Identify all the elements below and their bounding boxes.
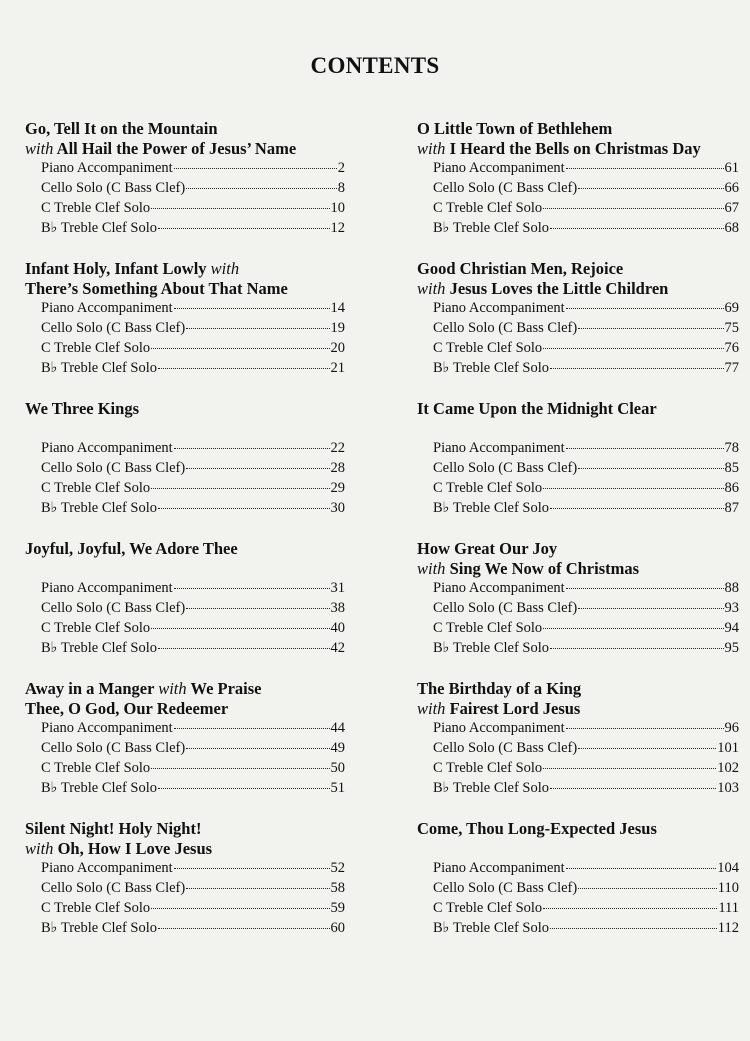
dot-leader	[566, 728, 724, 729]
entry-page-number: 60	[330, 919, 345, 936]
section-title	[417, 259, 739, 299]
entry-label: Piano Accompaniment	[433, 440, 565, 456]
toc-entry[interactable]	[41, 879, 345, 899]
title-text: Come, Thou Long-Expected Jesus	[417, 819, 657, 838]
title-text: There’s Something About That Name	[25, 279, 288, 298]
toc-entry[interactable]	[433, 739, 739, 759]
dot-leader	[566, 168, 724, 169]
entry-label: Piano Accompaniment	[433, 160, 565, 176]
entry-page-number: 29	[330, 479, 345, 496]
entry-page-number: 93	[724, 599, 739, 616]
toc-section	[417, 679, 739, 819]
toc-entry[interactable]	[433, 219, 739, 239]
dot-leader	[186, 888, 329, 889]
title-connector-with: with	[417, 139, 446, 158]
entry-label: Cello Solo (C Bass Clef)	[41, 459, 186, 476]
entry-page-number: 101	[717, 739, 739, 756]
dot-leader	[550, 648, 723, 649]
toc-section	[417, 539, 739, 679]
title-connector-with: with	[417, 559, 446, 578]
entry-page-number: 12	[330, 219, 345, 236]
dot-leader	[543, 208, 723, 209]
dot-leader	[174, 588, 330, 589]
toc-entry[interactable]	[41, 919, 345, 939]
entry-label: B♭ Treble Clef Solo	[433, 779, 550, 796]
entry-page-number: 94	[724, 619, 739, 636]
toc-entry[interactable]	[41, 779, 345, 799]
title-text: Good Christian Men, Rejoice	[417, 259, 624, 278]
toc-entry[interactable]	[433, 479, 739, 499]
entry-page-number: 21	[330, 359, 345, 376]
entry-page-number: 67	[724, 199, 739, 216]
toc-entry[interactable]	[433, 599, 739, 619]
toc-section	[25, 679, 345, 819]
toc-entry[interactable]	[433, 459, 739, 479]
entry-label: Piano Accompaniment	[41, 300, 173, 316]
entry-page-number: 85	[724, 459, 739, 476]
title-text: Infant Holy, Infant Lowly	[25, 259, 211, 278]
title-connector-with: with	[417, 699, 446, 718]
entry-label: C Treble Clef Solo	[433, 339, 543, 356]
entry-label: C Treble Clef Solo	[433, 899, 543, 916]
entry-page-number: 69	[724, 300, 739, 316]
entry-label: C Treble Clef Solo	[433, 479, 543, 496]
dot-leader	[158, 648, 329, 649]
toc-entry[interactable]	[41, 739, 345, 759]
entry-label: B♭ Treble Clef Solo	[41, 779, 158, 796]
dot-leader	[151, 348, 329, 349]
title-text: Fairest Lord Jesus	[445, 699, 581, 718]
dot-leader	[186, 608, 329, 609]
toc-entry[interactable]	[433, 179, 739, 199]
section-title	[417, 399, 739, 439]
toc-entry[interactable]	[41, 459, 345, 479]
section-title	[417, 539, 739, 579]
toc-entry[interactable]	[41, 499, 345, 519]
entry-page-number: 102	[717, 759, 739, 776]
section-title	[25, 259, 345, 299]
toc-entry[interactable]	[433, 639, 739, 659]
entry-page-number: 44	[330, 720, 345, 736]
toc-entry[interactable]	[41, 199, 345, 219]
entry-label: Cello Solo (C Bass Clef)	[433, 739, 578, 756]
entry-label: B♭ Treble Clef Solo	[41, 919, 158, 936]
dot-leader	[158, 928, 329, 929]
entry-label: B♭ Treble Clef Solo	[41, 639, 158, 656]
title-connector-with: with	[158, 679, 187, 698]
toc-entry[interactable]	[433, 859, 739, 879]
entry-label: Piano Accompaniment	[433, 860, 565, 876]
toc-entry[interactable]	[41, 759, 345, 779]
left-column	[25, 119, 345, 959]
toc-entry[interactable]	[41, 219, 345, 239]
entry-page-number: 110	[717, 879, 739, 896]
toc-entry[interactable]	[433, 359, 739, 379]
entry-label: B♭ Treble Clef Solo	[433, 639, 550, 656]
entry-page-number: 50	[330, 759, 345, 776]
dot-leader	[550, 368, 723, 369]
entry-label: Piano Accompaniment	[433, 720, 565, 736]
entry-page-number: 103	[717, 779, 739, 796]
title-text: Thee, O God, Our Redeemer	[25, 699, 229, 718]
section-title	[25, 399, 345, 439]
toc-entry[interactable]	[41, 479, 345, 499]
entry-label: B♭ Treble Clef Solo	[433, 359, 550, 376]
dot-leader	[578, 188, 723, 189]
entry-label: Cello Solo (C Bass Clef)	[433, 179, 578, 196]
toc-entry[interactable]	[433, 339, 739, 359]
toc-entry[interactable]	[433, 199, 739, 219]
dot-leader	[174, 868, 330, 869]
toc-entry[interactable]	[433, 879, 739, 899]
entry-page-number: 8	[337, 179, 345, 196]
entry-page-number: 78	[724, 440, 739, 456]
toc-entry[interactable]	[433, 759, 739, 779]
entry-label: Cello Solo (C Bass Clef)	[433, 599, 578, 616]
section-title	[417, 119, 739, 159]
dot-leader	[578, 748, 716, 749]
entry-page-number: 111	[718, 899, 739, 916]
toc-entry[interactable]	[41, 359, 345, 379]
entry-page-number: 87	[724, 499, 739, 516]
title-text: How Great Our Joy	[417, 539, 558, 558]
toc-entry[interactable]	[433, 439, 739, 459]
entry-label: Cello Solo (C Bass Clef)	[433, 319, 578, 336]
dot-leader	[186, 328, 329, 329]
toc-entry[interactable]	[433, 899, 739, 919]
toc-entry[interactable]	[433, 299, 739, 319]
toc-entry[interactable]	[433, 159, 739, 179]
entry-page-number: 75	[724, 319, 739, 336]
entry-label: Cello Solo (C Bass Clef)	[433, 879, 578, 896]
entry-page-number: 95	[724, 639, 739, 656]
title-text: It Came Upon the Midnight Clear	[417, 399, 657, 418]
entry-page-number: 20	[330, 339, 345, 356]
dot-leader	[543, 768, 716, 769]
entry-page-number: 30	[330, 499, 345, 516]
entry-page-number: 77	[724, 359, 739, 376]
title-text: The Birthday of a King	[417, 679, 582, 698]
entry-label: B♭ Treble Clef Solo	[433, 499, 550, 516]
toc-section	[417, 399, 739, 539]
toc-entry[interactable]	[433, 319, 739, 339]
toc-entry[interactable]	[433, 579, 739, 599]
toc-section	[417, 119, 739, 259]
dot-leader	[174, 728, 330, 729]
right-column	[417, 119, 739, 959]
entry-label: Cello Solo (C Bass Clef)	[41, 179, 186, 196]
dot-leader	[151, 488, 329, 489]
entry-page-number: 14	[330, 300, 345, 316]
dot-leader	[578, 888, 717, 889]
entry-label: Piano Accompaniment	[41, 720, 173, 736]
title-connector-with: with	[25, 139, 54, 158]
toc-section	[417, 819, 739, 959]
dot-leader	[550, 508, 723, 509]
entry-page-number: 49	[330, 739, 345, 756]
entry-label: C Treble Clef Solo	[41, 899, 151, 916]
dot-leader	[174, 168, 337, 169]
title-text: Away in a Manger	[25, 679, 159, 698]
entry-page-number: 58	[330, 879, 345, 896]
entry-page-number: 40	[330, 619, 345, 636]
entry-label: Piano Accompaniment	[41, 860, 173, 876]
entry-label: Cello Solo (C Bass Clef)	[41, 599, 186, 616]
toc-entry[interactable]	[41, 579, 345, 599]
entry-page-number: 28	[330, 459, 345, 476]
toc-entry[interactable]	[433, 719, 739, 739]
dot-leader	[543, 628, 723, 629]
entry-label: B♭ Treble Clef Solo	[433, 919, 550, 936]
dot-leader	[151, 628, 329, 629]
toc-entry[interactable]	[41, 899, 345, 919]
dot-leader	[566, 868, 717, 869]
toc-entry[interactable]	[41, 319, 345, 339]
entry-page-number: 51	[330, 779, 345, 796]
entry-page-number: 22	[330, 440, 345, 456]
dot-leader	[566, 448, 724, 449]
dot-leader	[158, 508, 329, 509]
dot-leader	[151, 908, 329, 909]
entry-page-number: 86	[724, 479, 739, 496]
dot-leader	[578, 468, 723, 469]
entry-page-number: 88	[724, 580, 739, 596]
toc-entry[interactable]	[41, 339, 345, 359]
entry-label: Piano Accompaniment	[433, 580, 565, 596]
title-text: Jesus Loves the Little Children	[445, 279, 669, 298]
title-text: Go, Tell It on the Mountain	[25, 119, 218, 138]
toc-section	[25, 399, 345, 539]
dot-leader	[550, 928, 717, 929]
section-title	[417, 679, 739, 719]
dot-leader	[566, 588, 724, 589]
entry-page-number: 112	[717, 919, 739, 936]
dot-leader	[151, 208, 329, 209]
title-text: Joyful, Joyful, We Adore Thee	[25, 539, 238, 558]
entry-label: C Treble Clef Solo	[41, 759, 151, 776]
title-connector-with: with	[25, 839, 54, 858]
title-text: Silent Night! Holy Night!	[25, 819, 202, 838]
entry-label: C Treble Clef Solo	[41, 619, 151, 636]
dot-leader	[151, 768, 329, 769]
dot-leader	[186, 468, 329, 469]
toc-entry[interactable]	[433, 619, 739, 639]
section-title	[25, 539, 345, 579]
entry-page-number: 96	[724, 720, 739, 736]
title-text: Oh, How I Love Jesus	[53, 839, 213, 858]
toc-entry[interactable]	[41, 179, 345, 199]
title-text: I Heard the Bells on Christmas Day	[445, 139, 701, 158]
entry-label: Piano Accompaniment	[433, 300, 565, 316]
entry-label: Cello Solo (C Bass Clef)	[41, 879, 186, 896]
entry-label: C Treble Clef Solo	[41, 479, 151, 496]
entry-label: Cello Solo (C Bass Clef)	[41, 739, 186, 756]
entry-label: C Treble Clef Solo	[433, 619, 543, 636]
toc-section	[25, 819, 345, 959]
entry-label: B♭ Treble Clef Solo	[41, 219, 158, 236]
entry-page-number: 52	[330, 860, 345, 876]
toc-section	[25, 259, 345, 399]
dot-leader	[158, 228, 329, 229]
toc-entry[interactable]	[41, 719, 345, 739]
entry-label: C Treble Clef Solo	[41, 339, 151, 356]
entry-label: B♭ Treble Clef Solo	[41, 499, 158, 516]
dot-leader	[186, 748, 329, 749]
entry-label: Cello Solo (C Bass Clef)	[41, 319, 186, 336]
title-text: Sing We Now of Christmas	[445, 559, 640, 578]
dot-leader	[174, 448, 330, 449]
entry-page-number: 38	[330, 599, 345, 616]
entry-label: C Treble Clef Solo	[433, 759, 543, 776]
title-connector-with: with	[417, 279, 446, 298]
entry-page-number: 68	[724, 219, 739, 236]
toc-entry[interactable]	[41, 439, 345, 459]
entry-label: Piano Accompaniment	[41, 580, 173, 596]
dot-leader	[550, 228, 723, 229]
entry-page-number: 19	[330, 319, 345, 336]
dot-leader	[543, 488, 723, 489]
section-title	[25, 819, 345, 859]
toc-entry[interactable]	[41, 639, 345, 659]
section-title	[25, 679, 345, 719]
dot-leader	[566, 308, 724, 309]
entry-page-number: 31	[330, 580, 345, 596]
entry-page-number: 61	[724, 160, 739, 176]
toc-entry[interactable]	[41, 859, 345, 879]
title-text: We Three Kings	[25, 399, 139, 418]
dot-leader	[550, 788, 716, 789]
entry-label: B♭ Treble Clef Solo	[433, 219, 550, 236]
dot-leader	[174, 308, 330, 309]
entry-label: Piano Accompaniment	[41, 440, 173, 456]
title-text: We Praise	[186, 679, 262, 698]
dot-leader	[158, 368, 329, 369]
entry-page-number: 76	[724, 339, 739, 356]
toc-entry[interactable]	[433, 779, 739, 799]
entry-label: Cello Solo (C Bass Clef)	[433, 459, 578, 476]
toc-entry[interactable]	[41, 619, 345, 639]
toc-section	[25, 119, 345, 259]
entry-page-number: 10	[330, 199, 345, 216]
toc-entry[interactable]	[433, 499, 739, 519]
title-text: All Hail the Power of Jesus’ Name	[53, 139, 297, 158]
dot-leader	[543, 908, 717, 909]
toc-section	[25, 539, 345, 679]
entry-label: B♭ Treble Clef Solo	[41, 359, 158, 376]
page-title: CONTENTS	[310, 53, 440, 78]
dot-leader	[543, 348, 723, 349]
dot-leader	[186, 188, 337, 189]
entry-label: Piano Accompaniment	[41, 160, 173, 176]
dot-leader	[578, 328, 723, 329]
entry-page-number: 42	[330, 639, 345, 656]
toc-entry[interactable]	[41, 299, 345, 319]
entry-page-number: 66	[724, 179, 739, 196]
toc-section	[417, 259, 739, 399]
entry-label: C Treble Clef Solo	[433, 199, 543, 216]
toc-entry[interactable]	[41, 159, 345, 179]
entry-page-number: 2	[337, 160, 345, 176]
entry-page-number: 59	[330, 899, 345, 916]
title-connector-with: with	[210, 259, 240, 278]
toc-entry[interactable]	[41, 599, 345, 619]
dot-leader	[578, 608, 723, 609]
entry-label: C Treble Clef Solo	[41, 199, 151, 216]
toc-entry[interactable]	[433, 919, 739, 939]
dot-leader	[158, 788, 329, 789]
section-title	[417, 819, 739, 859]
title-text: O Little Town of Bethlehem	[417, 119, 613, 138]
entry-page-number: 104	[717, 860, 739, 876]
section-title	[25, 119, 345, 159]
